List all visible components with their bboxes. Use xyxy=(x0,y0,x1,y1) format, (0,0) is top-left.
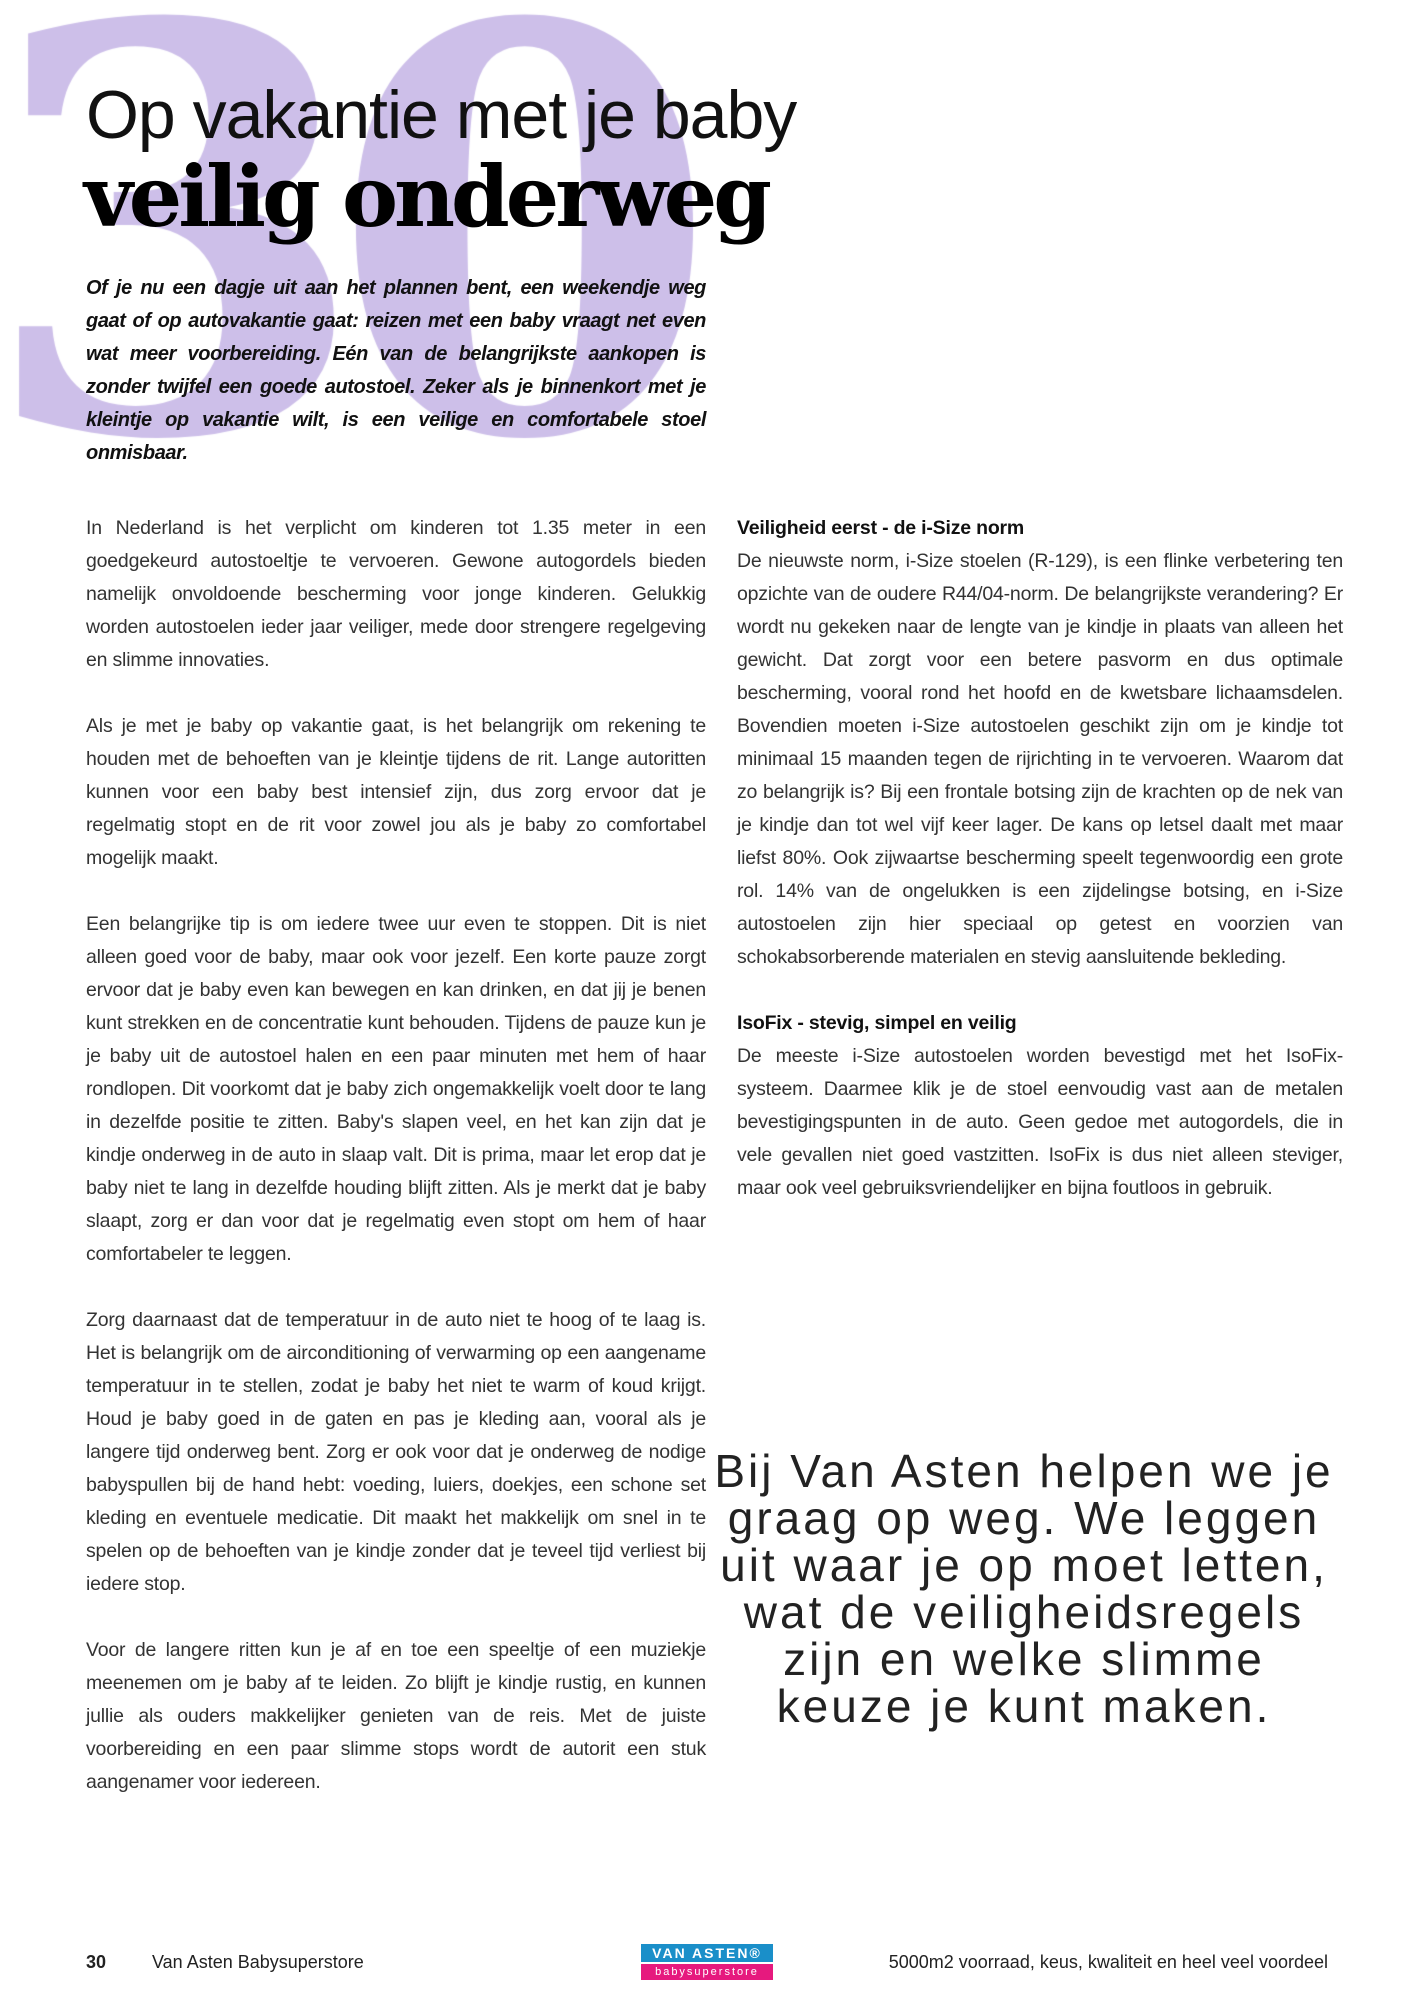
paragraph: Een belangrijke tip is om iedere twee uur even te stoppen. Dit is niet alleen goed voor de baby, maar ook voor jezelf. Een korte pauze zorgt ervoor dat je baby even kan bewegen en kan drinken, en dat jij je benen kunt strekken en de concentratie kunt behouden. Tijdens de pauze kun je je baby uit de autostoel halen en een paar minuten met hem of haar rondlopen. Dit voorkomt dat je baby zich ongemakkelijk voelt door te lang in dezelfde positie te zitten. Baby's slapen veel, en het kan zijn dat je kindje onderweg in de auto in slaap valt. Dit is prima, maar let erop dat je baby niet te lang in dezelfde houding blijft zitten. Als je merkt dat je baby slaapt, zorg er dan voor dat je regelmatig even stopt om hem of haar comfortabeler te leggen. xyxy=(86,913,706,1265)
section-body: De nieuwste norm, i-Size stoelen (R-129), is een flinke verbetering ten opzichte van de oudere R44/04-norm. De belangrijkste verandering? Er wordt nu gekeken naar de lengte van je kindje in plaats van alleen het gewicht. Dat zorgt voor een betere pasvorm en dus optimale bescherming, vooral rond het hoofd en de kwetsbare lichaamsdelen. Bovendien moeten i-Size autostoelen geschikt zijn om je kindje tot minimaal 15 maanden tegen de rijrichting in te vervoeren. Waarom dat zo belangrijk is? Bij een frontale botsing zijn de krachten op de nek van je kindje dan tot wel vijf keer lager. De kans op letsel daalt met maar liefst 80%. Ook zijwaartse bescherming speelt tegenwoordig een grote rol. 14% van de ongelukken is een zijdelingse botsing, en i-Size autostoelen zijn hier speciaal op getest en voorzien van schokabsorberende materialen en stevig aansluitende bekleding. xyxy=(737,550,1343,968)
paragraph: Voor de langere ritten kun je af en toe een speeltje of een muziekje meenemen om je baby af te leiden. Zo blijft je kindje rustig, en kunnen jullie als ouders makkelijker genieten van de reis. Met de juiste voorbereiding en een paar slimme stops wordt de autorit een stuk aangenamer voor iedereen. xyxy=(86,1639,706,1793)
paragraph: Als je met je baby op vakantie gaat, is het belangrijk om rekening te houden met de behoeften van je kleintje tijdens de rit. Lange autoritten kunnen voor een baby best intensief zijn, dus zorg ervoor dat je regelmatig stopt en de rit voor zowel jou als je baby zo comfortabel mogelijk maakt. xyxy=(86,715,706,869)
section-isize xyxy=(737,512,1343,974)
title-line-2: veilig onderweg xyxy=(84,147,768,246)
footer-publication: Van Asten Babysuperstore xyxy=(152,1952,364,1972)
paragraph: Zorg daarnaast dat de temperatuur in de auto niet te hoog of te laag is. Het is belangrijk om de airconditioning of verwarming op een aangename temperatuur in te stellen, zodat je baby het niet te warm of koud krijgt. Houd je baby goed in de gaten en pas je kleding aan, vooral als je langere tijd onderweg bent. Zorg er ook voor dat je onderweg de nodige babyspullen bij de hand hebt: voeding, luiers, doekjes, een schone set kleding en eventuele medicatie. Dit maakt het makkelijk om snel in te spelen op de behoeften van je kindje zonder dat je teveel tijd verliest bij iedere stop. xyxy=(86,1309,706,1595)
paragraph: In Nederland is het verplicht om kinderen tot 1.35 meter in een goedgekeurd autostoeltje te vervoeren. Gewone autogordels bieden namelijk onvoldoende bescherming voor jonge kinderen. Gelukkig worden autostoelen ieder jaar veiliger, mede door strengere regelgeving en slimme innovaties. xyxy=(86,517,706,671)
footer xyxy=(0,1945,1414,1982)
lead-paragraph: Of je nu een dagje uit aan het plannen bent, een weekendje weg gaat of op autovakantie gaat: reizen met een baby vraagt net even wat meer voorbereiding. Eén van de belangrijkste aankopen is zonder twijfel een goede autostoel. Zeker als je binnenkort met je kleintje op vakantie wilt, is een veilige en comfortabele stoel onmisbaar. xyxy=(86,277,706,464)
page-number: 30 xyxy=(86,1952,107,1972)
right-column xyxy=(737,512,1343,1238)
section-body: De meeste i-Size autostoelen worden bevestigd met het IsoFix-systeem. Daarmee klik je de stoel eenvoudig vast aan de metalen bevestigingspunten in de auto. Geen gedoe met autogordels, die in vele gevallen niet goed vastzitten. IsoFix is dus niet alleen steviger, maar ook veel gebruiksvriendelijker en bijna foutloos in gebruik. xyxy=(737,1045,1343,1199)
left-column xyxy=(86,512,706,1832)
logo-bottom: babysuperstore xyxy=(641,1964,773,1980)
title-line-1: Op vakantie met je baby xyxy=(86,77,797,153)
footer-slogan: 5000m2 voorraad, keus, kwaliteit en heel veel voordeel xyxy=(888,1952,1328,1972)
section-heading: Veiligheid eerst - de i-Size norm xyxy=(737,517,1025,539)
section-heading: IsoFix - stevig, simpel en veilig xyxy=(737,1012,1017,1034)
logo-top: VAN ASTEN® xyxy=(641,1944,773,1962)
van-asten-logo xyxy=(641,1944,773,1980)
section-isofix xyxy=(737,1007,1343,1205)
pull-quote: Bij Van Asten helpen we je graag op weg. We leggen uit waar je op moet letten, wat de veiligheidsregels zijn en welke slimme keuze je kunt maken. xyxy=(714,1445,1334,1732)
